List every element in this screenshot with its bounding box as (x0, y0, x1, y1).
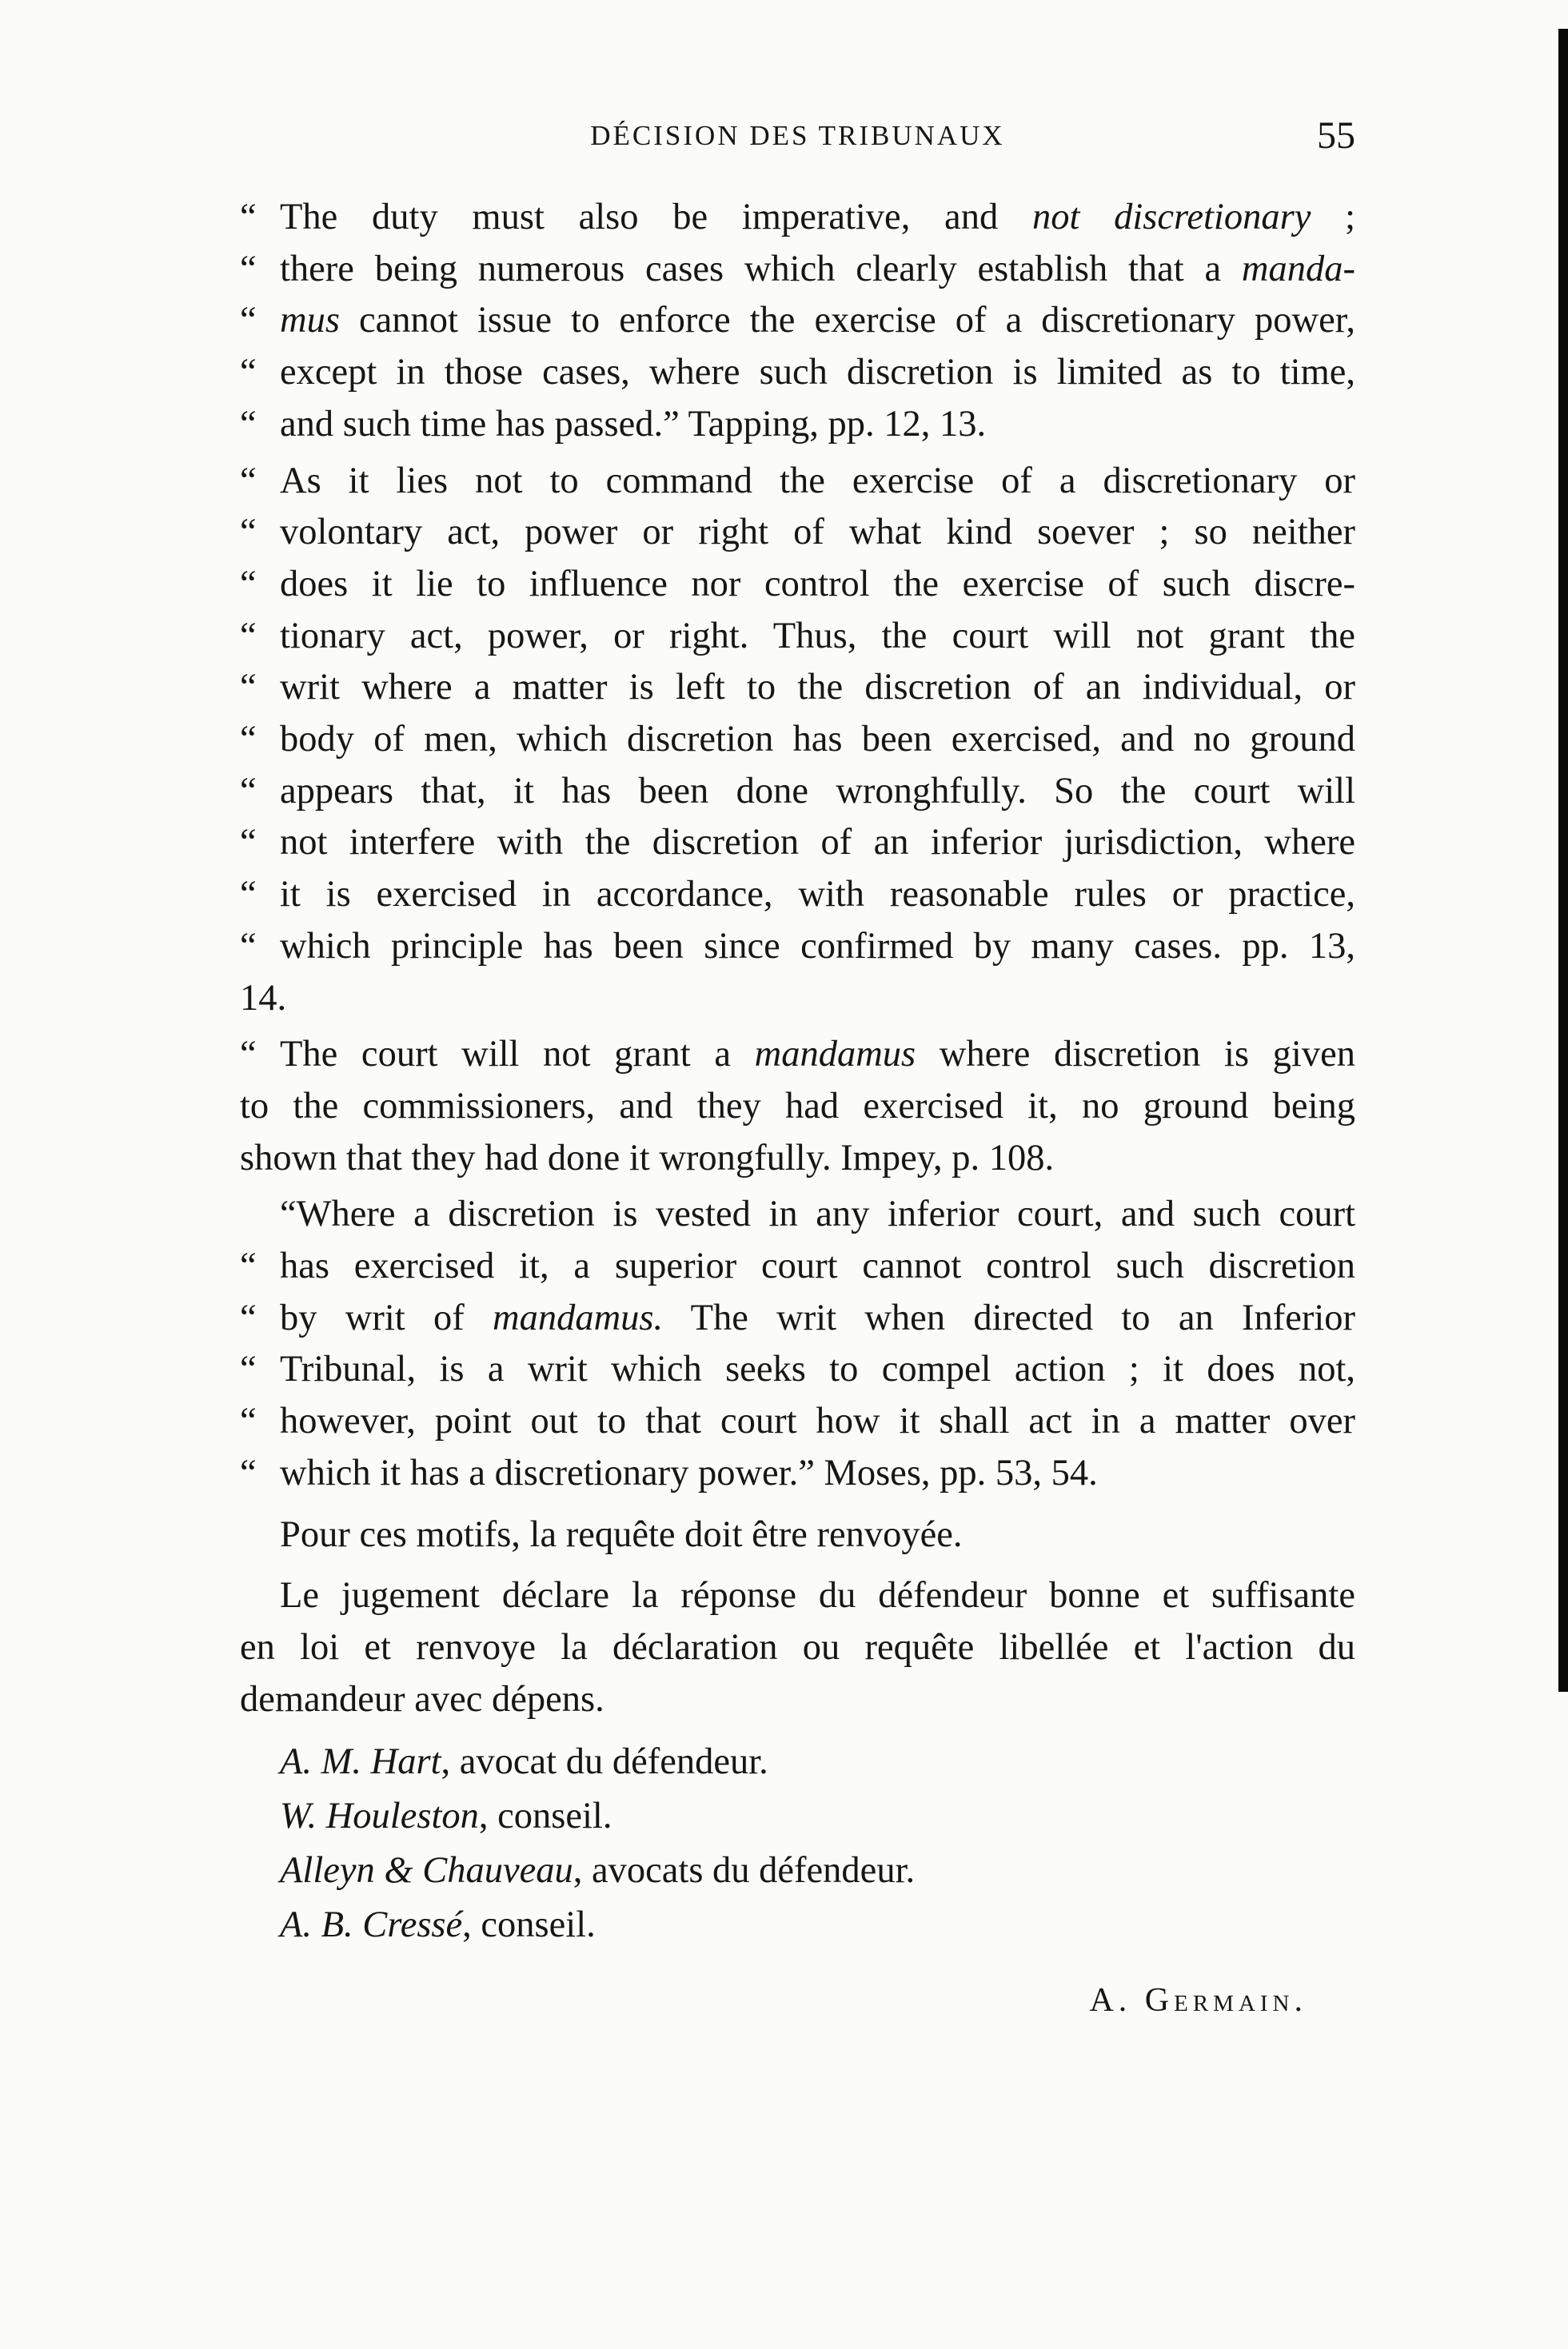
counsel-name: A. B. Cressé (280, 1904, 463, 1946)
text-segment: volontary act, power or right of what kind soever ; so neither (280, 512, 1355, 553)
counsel-role: , avocat du défendeur. (441, 1741, 768, 1783)
text-segment: which principle has been since confirmed by many cases. pp. 13, (280, 925, 1355, 967)
counsel-entry (240, 1844, 1355, 1898)
italic-segment: not discretionary (1031, 197, 1311, 237)
quote-mark: “ (240, 352, 257, 393)
text-segment: body of men, which discretion has been exercised, and no ground (280, 719, 1355, 760)
text-segment: The writ when directed to an Inferior (663, 1297, 1356, 1338)
text-line (240, 921, 1355, 973)
quote-mark: “ (240, 1297, 257, 1338)
text-line (240, 611, 1355, 663)
text-segment: to the commissioners, and they had exercised it, no ground being (240, 1085, 1355, 1127)
text-line (240, 1344, 1355, 1396)
text-segment: not interfere with the discretion of an inferior jurisdiction, where (280, 822, 1355, 863)
judgment-line: Le jugement déclare la réponse du défendeur bonne et suffisante (280, 1575, 1355, 1617)
page-body (240, 192, 1355, 2027)
counsel-entry (240, 1735, 1355, 1789)
quote-mark: “ (240, 615, 257, 656)
quoted-paragraph (240, 192, 1355, 451)
judgment-line: demandeur avec dépens. (240, 1678, 604, 1720)
quote-mark: “ (240, 1401, 257, 1442)
quoted-paragraphs (240, 192, 1355, 1500)
quote-mark: “ (240, 925, 257, 967)
text-segment: “Where a discretion is vested in any inferior court, and such court (280, 1194, 1355, 1235)
text-segment: by writ of (280, 1297, 493, 1338)
quote-mark: “ (240, 460, 257, 501)
quote-mark: “ (240, 1034, 257, 1075)
quote-mark: “ (240, 1349, 257, 1390)
text-line (240, 973, 1355, 1025)
running-header (240, 114, 1355, 168)
counsel-name: Alleyn & Chauveau (280, 1850, 573, 1892)
text-segment: Tribunal, is a writ which seeks to compel action ; it does not, (280, 1349, 1355, 1390)
quote-mark: “ (240, 667, 257, 708)
text-line (240, 1293, 1355, 1345)
counsel-role: , avocats du défendeur. (573, 1850, 916, 1892)
quote-mark: “ (240, 874, 257, 915)
text-segment: shown that they had done it wrongfully. Impey, p. 108. (240, 1137, 1055, 1178)
judgment-paragraph (240, 1570, 1355, 1725)
text-segment: The duty must also be imperative, and (280, 197, 1032, 237)
quote-mark: “ (240, 1246, 257, 1287)
quote-mark: “ (240, 719, 257, 760)
italic-segment: manda- (1241, 248, 1355, 289)
italic-segment: mandamus (754, 1034, 916, 1075)
italic-segment: mus (280, 300, 340, 341)
text-segment: which it has a discretionary power.” Moses, pp. 53, 54. (280, 1452, 1098, 1494)
text-segment: has exercised it, a superior court cannot control such discretion (280, 1246, 1355, 1287)
text-line (240, 817, 1355, 869)
text-segment: there being numerous cases which clearly establish that a (280, 248, 1242, 289)
quote-mark: “ (240, 563, 257, 604)
text-line (240, 295, 1355, 347)
counsel-entry (240, 1789, 1355, 1844)
quote-mark: “ (240, 248, 257, 289)
page-edge-rule (1558, 29, 1568, 1692)
text-segment: does it lie to influence nor control the exercise of such discre- (280, 563, 1355, 604)
counsel-name: W. Houleston (280, 1796, 479, 1837)
text-line (240, 1448, 1355, 1500)
text-line (240, 1189, 1355, 1241)
quote-mark: “ (240, 822, 257, 863)
text-line (240, 869, 1355, 921)
quoted-paragraph (240, 1189, 1355, 1499)
quoted-paragraph (240, 1029, 1355, 1184)
quoted-paragraph (240, 456, 1355, 1025)
quote-mark: “ (240, 770, 257, 812)
counsel-list (240, 1735, 1355, 1952)
running-title: DÉCISION DES TRIBUNAUX (590, 120, 1005, 151)
text-segment: however, point out to that court how it shall act in a matter over (280, 1401, 1355, 1442)
counsel-role: , conseil. (478, 1796, 612, 1837)
text-segment: and such time has passed.” Tapping, pp. 12, 13. (280, 403, 987, 445)
quote-mark: “ (240, 197, 257, 237)
text-segment: 14. (240, 977, 287, 1019)
judge-signature: A. Germain. (1089, 1982, 1307, 2020)
text-line (240, 399, 1355, 451)
counsel-role: , conseil. (462, 1904, 596, 1946)
counsel-entry (240, 1898, 1355, 1952)
text-segment: it is exercised in accordance, with reasonable rules or practice, (280, 874, 1355, 915)
text-segment: cannot issue to enforce the exercise of a discretionary power, (339, 300, 1355, 341)
quote-mark: “ (240, 300, 257, 341)
text-segment: except in those cases, where such discretion is limited as to time, (280, 352, 1355, 393)
text-segment: tionary act, power, or right. Thus, the court will not grant the (280, 615, 1355, 656)
quote-mark: “ (240, 512, 257, 553)
text-line (240, 559, 1355, 611)
text-line (240, 714, 1355, 766)
text-line (240, 1029, 1355, 1081)
page-number: 55 (1317, 114, 1355, 157)
text-line (240, 347, 1355, 399)
text-line (240, 507, 1355, 559)
text-line (240, 192, 1355, 244)
judgment-line: en loi et renvoye la déclaration ou requête libellée et l'action du (240, 1626, 1355, 1668)
text-segment: where discretion is given (916, 1034, 1355, 1075)
text-line (240, 456, 1355, 508)
quote-mark: “ (240, 1452, 257, 1494)
text-segment: The court will not grant a (280, 1034, 755, 1075)
quote-mark: “ (240, 403, 257, 445)
text-segment: writ where a matter is left to the discretion of an individual, or (280, 667, 1355, 708)
text-segment: As it lies not to command the exercise of a discretionary or (280, 460, 1355, 501)
text-line (240, 1241, 1355, 1293)
conclusion-line: Pour ces motifs, la requête doit être renvoyée. (280, 1513, 963, 1555)
text-line (240, 1081, 1355, 1133)
text-segment: ; (1311, 197, 1355, 237)
text-segment: appears that, it has been done wronghfully. So the court will (280, 770, 1355, 812)
text-line (240, 244, 1355, 296)
text-line (240, 1396, 1355, 1448)
counsel-name: A. M. Hart (280, 1741, 441, 1783)
italic-segment: mandamus. (493, 1297, 664, 1338)
text-line (240, 1133, 1355, 1185)
text-line (240, 662, 1355, 714)
text-line (240, 766, 1355, 818)
